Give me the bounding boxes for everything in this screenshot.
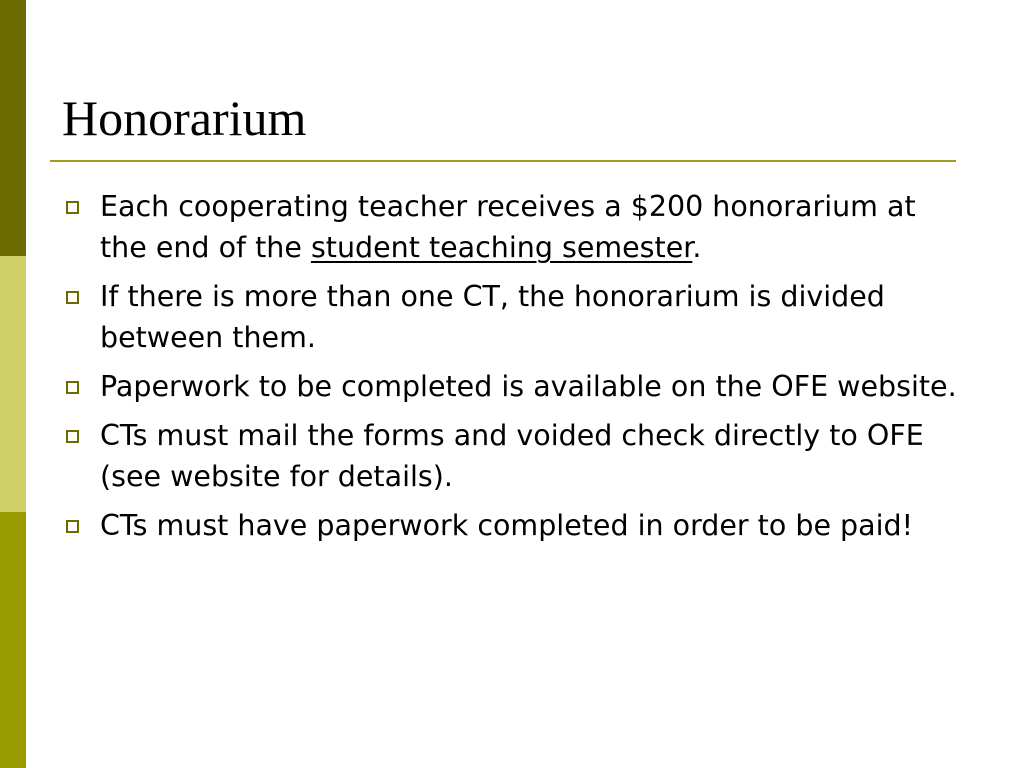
slide-title: Honorarium: [62, 90, 307, 146]
bullet-item-get-paid: [62, 505, 962, 546]
bullet-text: Paperwork to be completed is available on the OFE website.: [100, 370, 957, 403]
square-bullet-icon: [66, 430, 79, 443]
decorative-stripe-middle: [0, 256, 26, 512]
bullet-item-paperwork: [62, 366, 962, 407]
bullet-text-part: Each cooperating teacher receives a $200 honorarium at the end of the: [100, 190, 916, 264]
square-bullet-icon: [66, 291, 79, 304]
bullet-item-mail-forms: [62, 415, 962, 497]
bullet-text: CTs must have paperwork completed in order to be paid!: [100, 509, 914, 542]
square-bullet-icon: [66, 201, 79, 214]
bullet-text-part: .: [692, 231, 702, 264]
bullet-list: [62, 186, 962, 554]
title-divider: [50, 160, 956, 162]
square-bullet-icon: [66, 381, 79, 394]
decorative-stripe-top: [0, 0, 26, 256]
decorative-stripe-bottom: [0, 512, 26, 768]
bullet-text: If there is more than one CT, the honorarium is divided between them.: [100, 280, 885, 354]
bullet-text: CTs must mail the forms and voided check directly to OFE (see website for details).: [100, 419, 924, 493]
bullet-item-honorarium: [62, 186, 962, 268]
student-teaching-semester-link[interactable]: student teaching semester: [310, 231, 693, 264]
bullet-item-multiple-ct: [62, 276, 962, 358]
square-bullet-icon: [66, 520, 79, 533]
